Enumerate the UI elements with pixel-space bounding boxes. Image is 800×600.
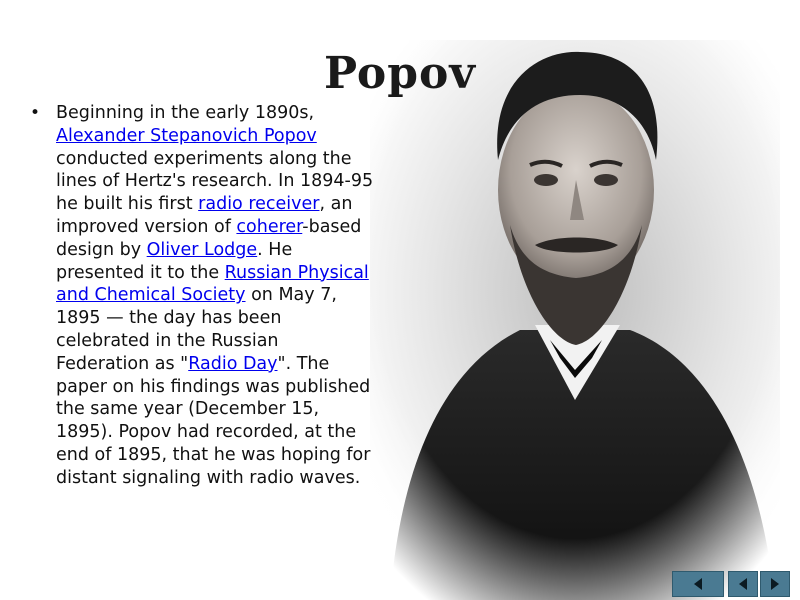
text-run: ". The paper on his findings was published the same year (December 15, 1895). Popov had recorded, at the end of 1895, that he was hoping for distant signaling with radio waves. (56, 353, 371, 488)
link-radio-day[interactable]: Radio Day (188, 353, 278, 374)
next-slide-button[interactable] (760, 571, 790, 597)
link-alexander-popov[interactable]: Alexander Stepanovich Popov (56, 125, 317, 146)
text-run: . He presented it to the (56, 239, 293, 283)
bullet-paragraph (30, 102, 375, 490)
text-run: , an improved version of (56, 194, 353, 237)
bullet-icon: • (30, 103, 41, 123)
link-oliver-lodge[interactable]: Oliver Lodge (146, 239, 258, 260)
slide-navigation (672, 571, 790, 597)
link-coherer[interactable]: coherer (236, 216, 303, 237)
slide-body (30, 102, 375, 490)
left-arrow-icon (735, 577, 751, 591)
text-run: on May 7, 1895 — the day has been celebrated in the Russian Federation as " (56, 285, 337, 374)
portrait-photo (370, 40, 780, 600)
text-run: -based design by (56, 216, 362, 260)
text-run: conducted experiments along the lines of Hertz's research. In 1894-95 he built his first (56, 148, 374, 215)
text-run: Beginning in the early 1890s, (56, 103, 315, 123)
previous-slide-button[interactable] (728, 571, 758, 597)
right-arrow-icon (767, 577, 783, 591)
link-russian-physical-chemical-society[interactable]: Russian Physical and Chemical Society (56, 262, 369, 306)
first-slide-button[interactable] (672, 571, 724, 597)
previous-arrow-icon (690, 577, 706, 591)
link-radio-receiver[interactable]: radio receiver (198, 194, 320, 215)
slide-title: Popov (324, 48, 476, 99)
